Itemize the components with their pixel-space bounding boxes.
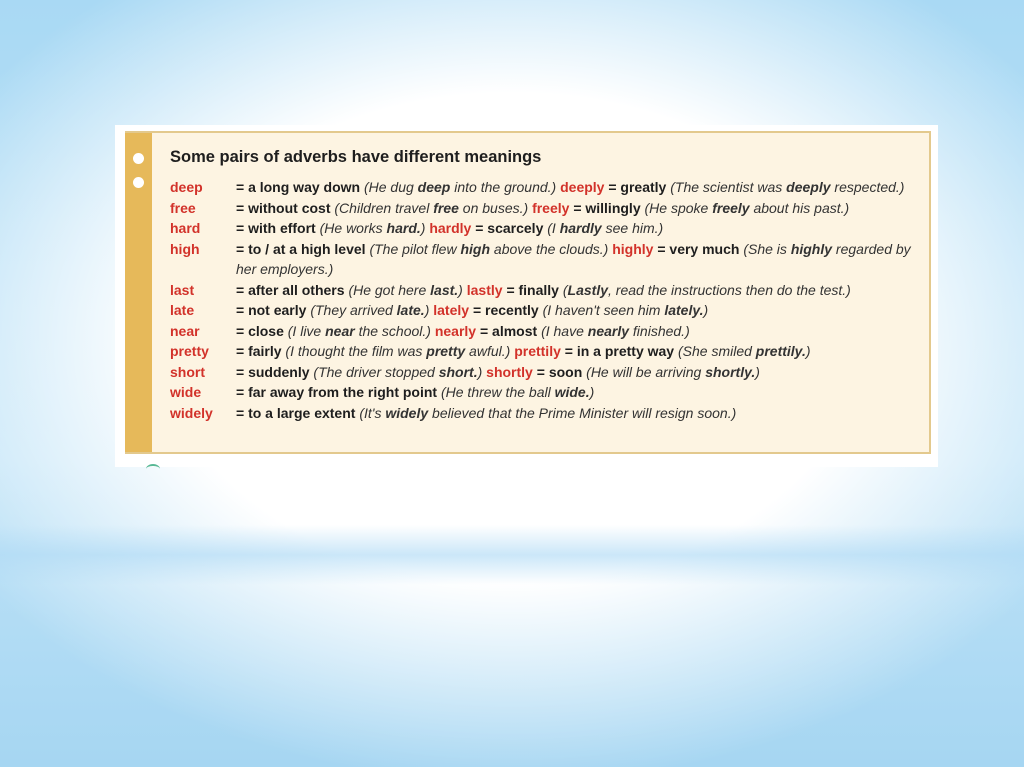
pair-word: lately xyxy=(433,302,470,318)
adverb-word: last xyxy=(170,281,195,298)
definition: = after all others xyxy=(236,281,345,298)
next-section-icon xyxy=(146,464,160,474)
box-title: Some pairs of adverbs have different meanings xyxy=(170,148,542,166)
adverb-word: pretty xyxy=(170,343,209,359)
pair-word: shortly xyxy=(486,363,533,380)
example: (Children travel free on buses.) xyxy=(334,199,529,216)
pair-word: freely xyxy=(532,199,570,216)
adverb-entry xyxy=(170,321,922,342)
pair-example: (The scientist was deeply respected.) xyxy=(670,179,905,195)
adverb-word: high xyxy=(170,240,200,257)
adverb-word: short xyxy=(170,363,205,380)
adverb-entry xyxy=(170,198,922,219)
pair-word: highly xyxy=(612,240,654,257)
definition: = fairly xyxy=(236,343,282,359)
pair-definition: = recently xyxy=(472,302,539,318)
adverb-entry xyxy=(170,403,922,424)
example: (He works hard.) xyxy=(319,220,426,236)
definition: = to a large extent xyxy=(236,404,356,421)
adverb-list xyxy=(170,177,922,423)
pair-definition: = scarcely xyxy=(475,220,544,236)
example: (I live near the school.) xyxy=(287,322,431,339)
adverb-entry xyxy=(170,218,922,239)
example: (The driver stopped short.) xyxy=(313,363,483,380)
adverb-entry xyxy=(170,300,922,321)
example: (It's widely believed that the Prime Minister will resign soon.) xyxy=(359,404,737,421)
pair-example: (I have nearly finished.) xyxy=(541,322,690,339)
adverb-word: wide xyxy=(170,384,202,400)
adverb-word: deep xyxy=(170,179,203,195)
pair-example: (He spoke freely about his past.) xyxy=(644,199,850,216)
pair-word: hardly xyxy=(429,220,472,236)
definition: = to / at a high level xyxy=(236,240,366,257)
background-band xyxy=(0,525,1024,585)
pair-word: deeply xyxy=(560,179,605,195)
example: (The pilot flew high above the clouds.) xyxy=(369,240,609,257)
adverb-word: near xyxy=(170,322,200,339)
adverbs-box xyxy=(125,131,931,454)
adverb-entry xyxy=(170,382,922,403)
pair-definition: = in a pretty way xyxy=(564,343,675,359)
definition: = suddenly xyxy=(236,363,310,380)
definition: = far away from the right point xyxy=(236,384,438,400)
adverb-word: hard xyxy=(170,220,201,236)
pair-word: nearly xyxy=(434,322,477,339)
pair-definition: = greatly xyxy=(608,179,667,195)
pair-example: (She is highly regarded by her employers.) xyxy=(236,240,911,277)
definition: = with effort xyxy=(236,220,316,236)
pair-word: prettily xyxy=(514,343,561,359)
example: (They arrived late.) xyxy=(310,302,430,318)
pair-definition: = finally xyxy=(506,281,559,298)
example: (He dug deep into the ground.) xyxy=(363,179,557,195)
adverbs-card xyxy=(115,125,938,467)
adverb-entry xyxy=(170,239,922,280)
adverb-word: free xyxy=(170,199,196,216)
adverb-entry xyxy=(170,177,922,198)
definition: = without cost xyxy=(236,199,331,216)
adverb-entry xyxy=(170,362,922,383)
definition: = not early xyxy=(236,302,307,318)
pair-definition: = willingly xyxy=(573,199,641,216)
pair-example: (I hardly see him.) xyxy=(547,220,664,236)
adverb-word: widely xyxy=(170,404,213,421)
pair-example: (She smiled prettily.) xyxy=(677,343,811,359)
adverb-entry xyxy=(170,280,922,301)
example: (He got here last.) xyxy=(348,281,463,298)
side-strip xyxy=(125,133,152,452)
example: (He threw the ball wide.) xyxy=(440,384,595,400)
pair-definition: = almost xyxy=(479,322,538,339)
definition: = a long way down xyxy=(236,179,361,195)
pair-example: (Lastly, read the instructions then do the test.) xyxy=(562,281,851,298)
example: (I thought the film was pretty awful.) xyxy=(285,343,511,359)
bullet-dot xyxy=(133,177,144,188)
definition: = close xyxy=(236,322,284,339)
pair-definition: = soon xyxy=(536,363,583,380)
pair-word: lastly xyxy=(466,281,503,298)
pair-example: (I haven't seen him lately.) xyxy=(542,302,709,318)
adverb-entry xyxy=(170,341,922,362)
adverb-word: late xyxy=(170,302,195,318)
bullet-dot xyxy=(133,153,144,164)
pair-definition: = very much xyxy=(657,240,740,257)
pair-example: (He will be arriving shortly.) xyxy=(586,363,760,380)
